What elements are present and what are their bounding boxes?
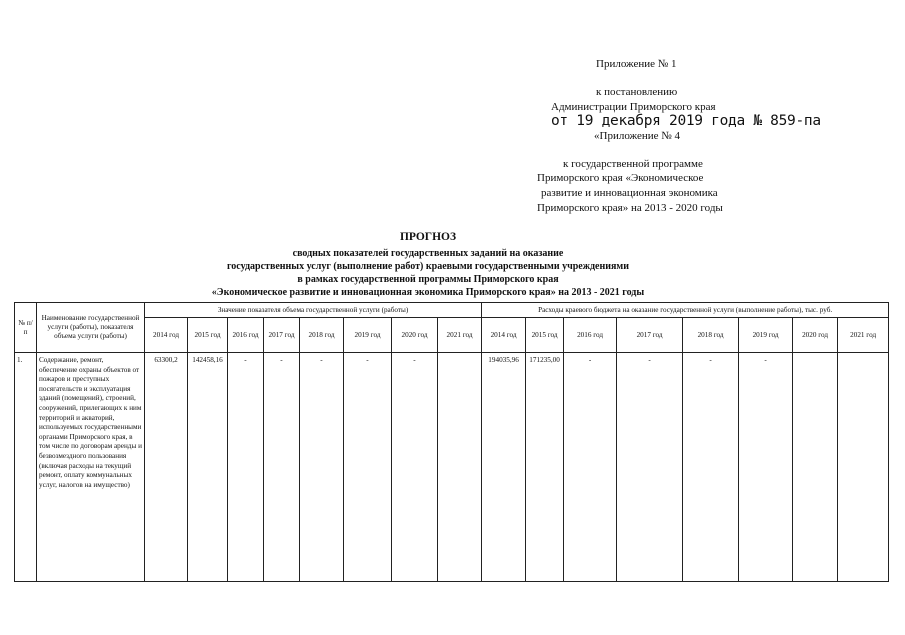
volume-year-header: 2014 год: [145, 318, 188, 353]
expenses-cell: 194035,96: [482, 353, 526, 582]
title-line-4: «Экономическое развитие и инновационная экономика Приморского края» на 2013 - 2021 годы: [211, 287, 645, 298]
group-header-expenses: Расходы краевого бюджета на оказание государственной услуги (выполнение работы), тыс. руб.: [482, 303, 889, 318]
expenses-year-header: 2019 год: [739, 318, 793, 353]
expenses-cell: 171235,00: [526, 353, 564, 582]
row-number: 1.: [15, 353, 37, 582]
volume-cell: -: [300, 353, 344, 582]
volume-year-header: 2020 год: [392, 318, 438, 353]
to-program-label: к государственной программе: [563, 158, 703, 170]
expenses-year-header: 2015 год: [526, 318, 564, 353]
volume-year-header: 2021 год: [438, 318, 482, 353]
expenses-year-header: 2016 год: [564, 318, 617, 353]
appendix-4-label: «Приложение № 4: [594, 130, 681, 142]
expenses-year-header: 2014 год: [482, 318, 526, 353]
volume-year-header: 2018 год: [300, 318, 344, 353]
title-line-2: государственных услуг (выполнение работ) краевыми государственными учреждениями: [227, 261, 629, 272]
volume-cell: [438, 353, 482, 582]
group-header-volume: Значение показателя объема государственной услуги (работы): [145, 303, 482, 318]
volume-cell: 142458,16: [188, 353, 228, 582]
title-line-3: в рамках государственной программы Приморского края: [297, 274, 559, 285]
expenses-cell: -: [617, 353, 683, 582]
expenses-cell: [838, 353, 889, 582]
expenses-cell: -: [564, 353, 617, 582]
volume-cell: -: [264, 353, 300, 582]
expenses-year-header: 2017 год: [617, 318, 683, 353]
forecast-table: [14, 302, 889, 582]
row-service-name: Содержание, ремонт, обеспечение охраны объектов от пожаров и преступных посягательств и эксплуатация зданий (помещений), строений, сооружений, прилегающих к ним территорий и акваторий, используемых государственными органами Приморского края, в том числе по договорам аренды и безвозмездного пользования (включая расходы на текущий ремонт, оплату коммунальных услуг, налогов на имущество): [37, 353, 145, 582]
volume-cell: -: [392, 353, 438, 582]
expenses-year-header: 2021 год: [838, 318, 889, 353]
col-header-number: № п/п: [15, 303, 37, 353]
table-row: [15, 353, 889, 582]
program-line-3: Приморского края» на 2013 - 2020 годы: [537, 202, 723, 214]
document-heading: ПРОГНОЗ: [399, 231, 457, 243]
program-line-1: Приморского края «Экономическое: [537, 172, 704, 184]
volume-year-header: 2017 год: [264, 318, 300, 353]
title-line-1: сводных показателей государственных заданий на оказание: [292, 248, 564, 259]
volume-year-header: 2019 год: [344, 318, 392, 353]
expenses-year-header: 2020 год: [793, 318, 838, 353]
volume-cell: -: [344, 353, 392, 582]
col-header-service-name: Наименование государственной услуги (работы), показателя объема услуги (работы): [37, 303, 145, 353]
appendix-1-label: Приложение № 1: [596, 58, 677, 70]
volume-year-header: 2015 год: [188, 318, 228, 353]
expenses-year-header: 2018 год: [683, 318, 739, 353]
resolution-date-stamp: от 19 декабря 2019 года № 859-па: [551, 113, 821, 129]
expenses-cell: -: [683, 353, 739, 582]
volume-cell: -: [228, 353, 264, 582]
administration-label: Администрации Приморского края: [551, 101, 716, 113]
volume-year-header: 2016 год: [228, 318, 264, 353]
to-resolution-label: к постановлению: [596, 86, 678, 98]
volume-cell: 63300,2: [145, 353, 188, 582]
expenses-cell: [793, 353, 838, 582]
expenses-cell: -: [739, 353, 793, 582]
program-line-2: развитие и инновационная экономика: [541, 187, 718, 199]
